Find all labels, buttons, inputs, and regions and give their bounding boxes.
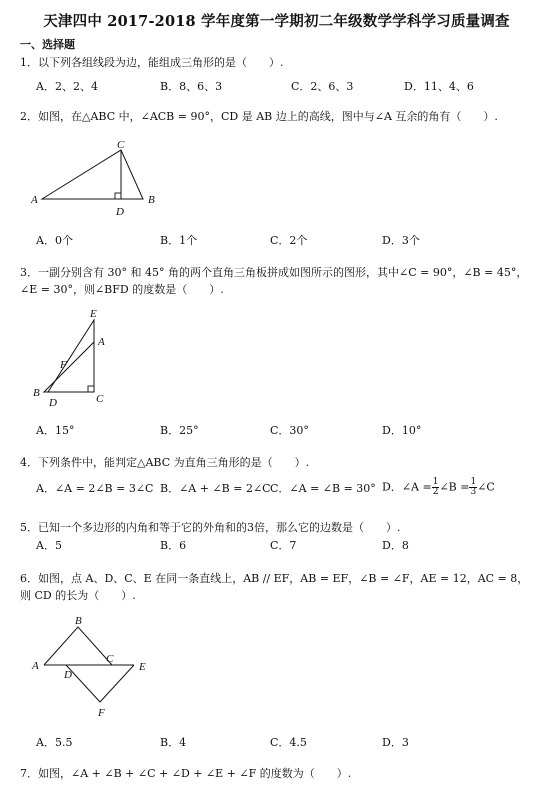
q6-option-d: D．3 bbox=[382, 736, 409, 749]
q1-option-a: A．2、2、4 bbox=[36, 80, 98, 93]
question-6-stem-line-2: 则 CD 的长为（ ）. bbox=[20, 589, 136, 602]
label-c: C bbox=[96, 393, 104, 405]
q2-option-d: D．3个 bbox=[382, 234, 420, 247]
q3-option-a: A．15° bbox=[36, 424, 75, 437]
right-angle-mark bbox=[88, 386, 94, 392]
label-d: D bbox=[49, 397, 57, 409]
q6-option-b: B．4 bbox=[160, 736, 187, 749]
triangle-abc bbox=[42, 150, 143, 199]
label-d: D bbox=[64, 669, 72, 681]
label-a: A bbox=[32, 660, 39, 672]
label-e: E bbox=[90, 308, 97, 320]
q6-option-a: A．5.5 bbox=[36, 736, 73, 749]
q3-option-d: D．10° bbox=[382, 424, 422, 437]
question-3-options bbox=[0, 422, 553, 438]
q2-option-a: A．0个 bbox=[36, 234, 73, 247]
q4-option-d-prefix: D．∠A = bbox=[382, 480, 432, 494]
question-2-figure bbox=[28, 138, 178, 220]
label-c: C bbox=[106, 653, 114, 665]
label-e: E bbox=[139, 661, 146, 673]
q3-option-c: C．30° bbox=[270, 424, 309, 437]
question-3-figure bbox=[28, 306, 128, 412]
right-angle-mark bbox=[115, 193, 121, 199]
q3-option-b: B．25° bbox=[160, 424, 199, 437]
section-heading: 一、选择题 bbox=[20, 38, 75, 51]
q5-option-d: D．8 bbox=[382, 539, 409, 552]
question-4-options bbox=[0, 478, 553, 500]
triangle-abc bbox=[44, 627, 112, 665]
label-a: A bbox=[31, 194, 38, 206]
q2-option-c: C．2个 bbox=[270, 234, 308, 247]
triangle-def bbox=[66, 665, 134, 702]
label-b: B bbox=[75, 615, 82, 627]
q5-option-b: B．6 bbox=[160, 539, 187, 552]
q4-option-a: A．∠A = 2∠B = 3∠C bbox=[36, 482, 154, 495]
question-1-options bbox=[0, 78, 553, 94]
q4-option-c: C．∠A = ∠B = 30° bbox=[270, 482, 376, 495]
question-4-stem: 4．下列条件中，能判定△ABC 为直角三角形的是（ ）. bbox=[20, 456, 310, 469]
q1-option-c: C．2、6、3 bbox=[291, 80, 354, 93]
fraction-one-half: $\frac{1}{2}$ bbox=[432, 477, 439, 497]
q1-option-d: D．11、4、6 bbox=[404, 80, 474, 93]
question-6-options bbox=[0, 734, 553, 750]
fraction-one-third: $\frac{1}{3}$ bbox=[470, 477, 477, 497]
question-7-stem: 7．如图，∠A + ∠B + ∠C + ∠D + ∠E + ∠F 的度数为（ ）. bbox=[20, 767, 352, 780]
q4-option-d-mid: ∠B = bbox=[439, 480, 470, 494]
q6-option-c: C．4.5 bbox=[270, 736, 307, 749]
label-b: B bbox=[33, 387, 40, 399]
triangle-45 bbox=[44, 342, 94, 392]
question-2-stem: 2．如图，在△ABC 中，∠ACB = 90°，CD 是 AB 边上的高线，图中与∠A 互余的角有（ ）. bbox=[20, 110, 498, 123]
question-6-stem-line-1: 6．如图，点 A、D、C、E 在同一条直线上，AB // EF，AB = EF，∠B = ∠F，AE = 12，AC = 8， bbox=[20, 572, 529, 585]
question-5-stem: 5．已知一个多边形的内角和等于它的外角和的3倍，那么它的边数是（ ）. bbox=[20, 521, 401, 534]
q4-option-b: B．∠A + ∠B = 2∠C bbox=[160, 482, 271, 495]
question-3-stem-line-2: ∠E = 30°，则∠BFD 的度数是（ ）. bbox=[20, 283, 224, 296]
q1-option-b: B．8、6、3 bbox=[160, 80, 223, 93]
q4-option-d bbox=[382, 478, 495, 497]
label-c: C bbox=[117, 139, 125, 151]
question-6-figure bbox=[28, 612, 168, 724]
q4-option-d-suffix: ∠C bbox=[477, 480, 495, 494]
label-f: F bbox=[98, 707, 105, 719]
question-2-options bbox=[0, 232, 553, 248]
question-3-stem-line-1: 3．一副分别含有 30° 和 45° 角的两个直角三角板拼成如图所示的图形，其中∠C = 90°，∠B = 45°， bbox=[20, 266, 528, 279]
question-1-stem: 1．以下列各组线段为边，能组成三角形的是（ ）. bbox=[20, 56, 284, 69]
question-5-options bbox=[0, 537, 553, 553]
label-b: B bbox=[148, 194, 155, 206]
label-f: F bbox=[60, 359, 67, 371]
page-title: 天津四中 2017-2018 学年度第一学期初二年级数学学科学习质量调查 bbox=[43, 13, 510, 30]
q2-option-b: B．1个 bbox=[160, 234, 198, 247]
q5-option-a: A．5 bbox=[36, 539, 62, 552]
label-d: D bbox=[116, 206, 124, 218]
label-a: A bbox=[98, 336, 105, 348]
q5-option-c: C．7 bbox=[270, 539, 297, 552]
